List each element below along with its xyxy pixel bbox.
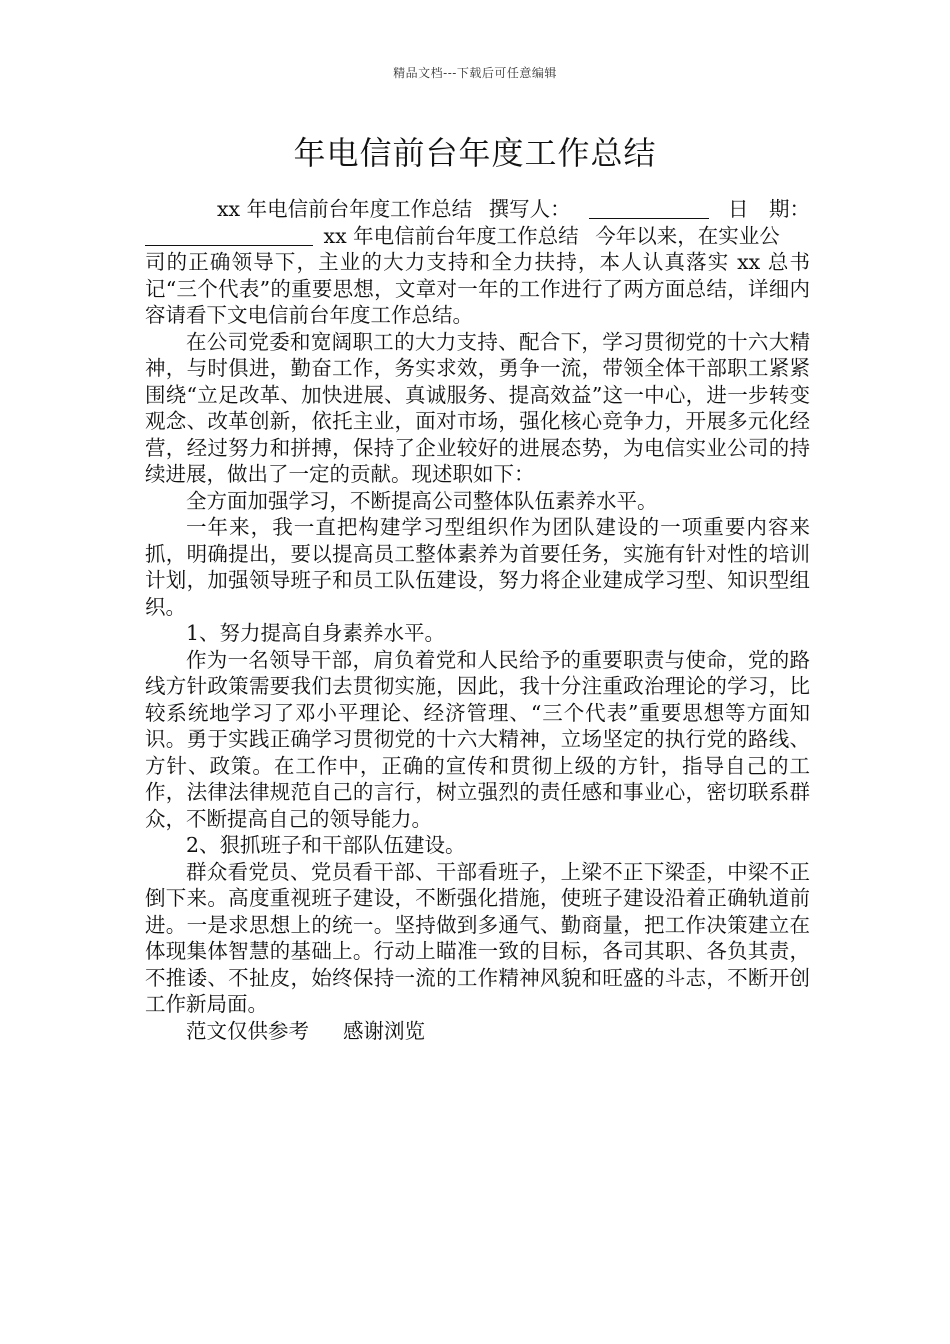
paragraph: 作为一名领导干部，肩负着党和人民给予的重要职责与使命，党的路线方针政策需要我们去贯彻实施，因此，我十分注重政治理论的学习，比较系统地学习了邓小平理论、经济管理、“三个代表”重要思想等方面知识。勇于实践正确学习贯彻党的十六大精神，立场坚定的执行党的路线、方针、政策。在工作中，正确的宣传和贯彻上级的方针，指导自己的工作，法律法律规范自己的言行，树立强烈的责任感和事业心，密切联系群众，不断提高自己的领导能力。 [145, 647, 810, 831]
intro-line-2 [145, 223, 810, 250]
date-label: 日 期： [728, 197, 810, 221]
subsection-heading: 2、狠抓班子和干部队伍建设。 [186, 833, 466, 857]
subsection-heading: 1、努力提高自身素养水平。 [186, 621, 446, 645]
header-note: 精品文档---下载后可任意编辑 [393, 66, 557, 80]
document-body [145, 196, 810, 1044]
paragraph: 在公司党委和宽阔职工的大力支持、配合下，学习贯彻党的十六大精神，与时俱进，勤奋工作，务实求效，勇争一流，带领全体干部职工紧紧围绕“立足改革、加快进展、真诚服务、提高效益”这一中心，进一步转变观念、改革创新，依托主业，面对市场，强化核心竞争力，开展多元化经营，经过努力和拼搏，保持了企业较好的进展态势，为电信实业公司的持续进展，做出了一定的贡献。现述职如下： [145, 329, 810, 486]
author-blank [589, 198, 709, 219]
intro-lead-doc-name: xx 年电信前台年度工作总结 [323, 223, 579, 248]
section-heading: 全方面加强学习，不断提高公司整体队伍素养水平。 [186, 488, 658, 513]
date-blank [145, 225, 313, 246]
paragraph: 群众看党员、党员看干部、干部看班子，上梁不正下梁歪，中梁不正倒下来。高度重视班子建设，不断强化措施，使班子建设沿着正确轨道前进。一是求思想上的统一。坚持做到多通气、勤商量，把工作决策建立在体现集体智慧的基础上。行动上瞄准一致的目标，各司其职、各负其责，不推诿、不扯皮，始终保持一流的工作精神风貌和旺盛的斗志，不断开创工作新局面。 [145, 859, 810, 1016]
author-label: 撰写人： [488, 197, 571, 221]
footer-line [145, 1018, 810, 1045]
footer-right: 感谢浏览 [343, 1018, 425, 1043]
footer-left: 范文仅供参考 [186, 1018, 309, 1043]
intro-doc-name: xx 年电信前台年度工作总结 [217, 197, 473, 221]
intro-text-start: 今年以来，在实业公 [595, 223, 780, 248]
intro-paragraph: 司的正确领导下，主业的大力支持和全力扶持，本人认真落实 xx 总书记“三个代表”的重要思想，文章对一年的工作进行了两方面总结，详细内容请看下文电信前台年度工作总结。 [145, 250, 810, 327]
paragraph: 一年来，我一直把构建学习型组织作为团队建设的一项重要内容来抓，明确提出，要以提高员工整体素养为首要任务，实施有针对性的培训计划，加强领导班子和员工队伍建设，努力将企业建成学习型、知识型组织。 [145, 515, 810, 619]
document-title: 年电信前台年度工作总结 [293, 134, 657, 172]
intro-line-1 [145, 196, 810, 223]
